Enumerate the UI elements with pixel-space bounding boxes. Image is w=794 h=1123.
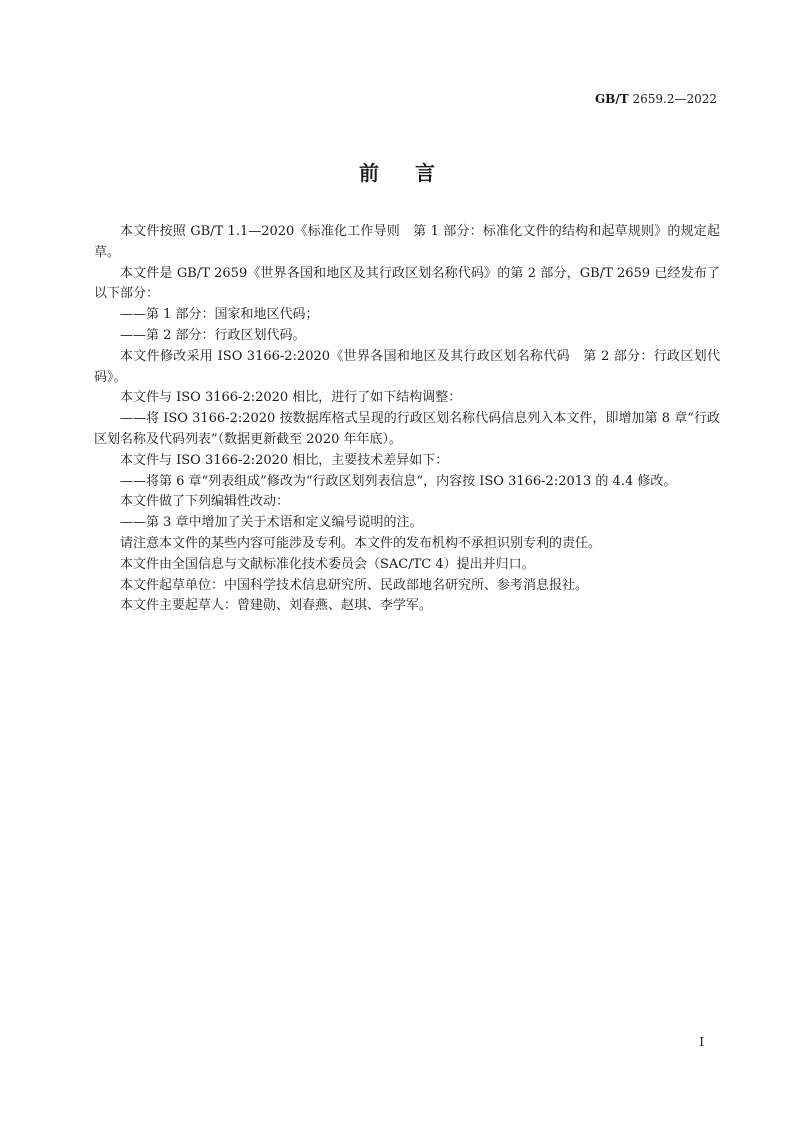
paragraph-adoption: 本文件修改采用 ISO 3166-2:2020《世界各国和地区及其行政区划名称代码 第 2 部分：行政区划代码》。	[94, 348, 720, 385]
paragraph-drafting-rules: 本文件按照 GB/T 1.1—2020《标准化工作导则 第 1 部分：标准化文件的结构和起草规则》的规定起草。	[94, 224, 720, 260]
list-item-editorial-change: ——第 3 章中增加了关于术语和定义编号说明的注。	[120, 515, 423, 531]
paragraph-technical-differences: 本文件与 ISO 3166-2:2020 相比，主要技术差异如下：	[120, 452, 449, 468]
list-item-part-2: ——第 2 部分：行政区划代码。	[120, 327, 306, 343]
page-number: I	[699, 1035, 704, 1049]
paragraph-editorial-changes: 本文件做了下列编辑性改动：	[120, 494, 290, 510]
paragraph-series-info: 本文件是 GB/T 2659《世界各国和地区及其行政区划名称代码》的第 2 部分，GB/T 2659 已经发布了以下部分：	[94, 265, 720, 302]
list-item-part-1: ——第 1 部分：国家和地区代码；	[120, 307, 319, 323]
paragraph-proposer: 本文件由全国信息与文献标准化技术委员会（SAC/TC 4）提出并归口。	[120, 556, 535, 572]
paragraph-structure-changes: 本文件与 ISO 3166-2:2020 相比，进行了如下结构调整：	[120, 390, 462, 406]
standard-code-prefix: GB/T	[594, 92, 629, 106]
paragraph-drafters: 本文件主要起草人：曾建勋、刘春燕、赵琪、李学军。	[120, 598, 433, 614]
page-title: 前言	[359, 161, 471, 185]
preface-body	[94, 222, 720, 617]
document-code-header	[595, 91, 717, 107]
standard-code-number: 2659.2—2022	[632, 92, 717, 106]
paragraph-drafting-units: 本文件起草单位：中国科学技术信息研究所、民政部地名研究所、参考消息报社。	[120, 577, 589, 593]
paragraph-patent-notice: 请注意本文件的某些内容可能涉及专利。本文件的发布机构不承担识别专利的责任。	[120, 535, 602, 551]
list-item-structure-change: ——将 ISO 3166-2:2020 按数据库格式呈现的行政区划名称代码信息列入本文件，即增加第 8 章“行政区划名称及代码列表”（数据更新截至 2020 年年底）。	[94, 411, 720, 447]
list-item-technical-difference: ——将第 6 章“列表组成”修改为“行政区划列表信息”，内容按 ISO 3166-2:2013 的 4.4 修改。	[120, 473, 677, 489]
